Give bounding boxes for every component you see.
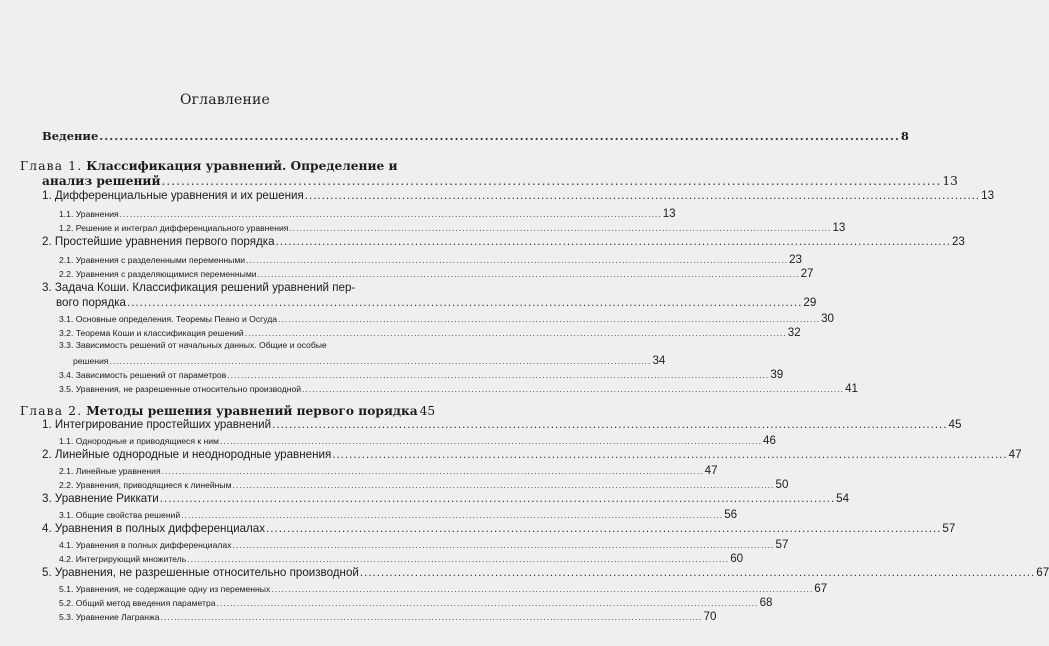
dot-leader: ................................................................................................................................................................ bbox=[227, 370, 770, 380]
toc-entry-page: 57 bbox=[942, 522, 956, 535]
toc-entry-label: Ведение bbox=[42, 129, 99, 143]
toc-entry-page: 70 bbox=[703, 610, 717, 623]
toc-entry-page: 13 bbox=[981, 189, 995, 202]
toc-subsection-2-3-1[interactable] bbox=[59, 508, 738, 521]
toc-chapter-2[interactable] bbox=[20, 404, 436, 418]
toc-subsection-1-1-2[interactable] bbox=[59, 221, 846, 234]
toc-section-2-1[interactable] bbox=[42, 418, 962, 431]
toc-section-1-2[interactable] bbox=[42, 235, 965, 248]
toc-entry-label: 5. Уравнения, не разрешенные относительно производной bbox=[42, 566, 359, 579]
toc-entry-intro[interactable] bbox=[42, 129, 909, 143]
toc-section-2-5[interactable] bbox=[42, 566, 1049, 579]
dot-leader: ................................................................................................................................................................ bbox=[232, 540, 775, 550]
toc-section-2-2[interactable] bbox=[42, 448, 1022, 461]
toc-entry-page: 60 bbox=[730, 552, 744, 565]
toc-subsection-1-2-1[interactable] bbox=[59, 253, 802, 266]
dot-leader: ................................................................................................................................................................ bbox=[271, 584, 814, 594]
toc-subsection-2-5-1[interactable] bbox=[59, 582, 828, 595]
toc-entry-page: 56 bbox=[724, 508, 738, 521]
dot-leader: ................................................................................................................................................................ bbox=[302, 384, 845, 394]
toc-entry-page: 47 bbox=[704, 464, 718, 477]
dot-leader: ................................................................................................................................................................ bbox=[257, 269, 800, 279]
toc-subsection-1-3-4[interactable] bbox=[59, 368, 784, 381]
toc-entry-page: 47 bbox=[1008, 448, 1022, 461]
toc-entry-label: 2.2. Уравнения с разделяющимися переменными bbox=[59, 269, 257, 279]
toc-entry-label: 3. Уравнение Риккати bbox=[42, 492, 159, 505]
toc-entry-label: 3.1. Основные определения. Теоремы Пеано и Осгуда bbox=[59, 314, 278, 324]
dot-leader: ................................................................................................................................................................ bbox=[99, 129, 900, 143]
toc-entry-page: 68 bbox=[759, 596, 773, 609]
toc-entry-label: Методы решения уравнений первого порядка bbox=[86, 404, 418, 418]
toc-entry-label: 5.1. Уравнения, не содержащие одну из переменных bbox=[59, 584, 271, 594]
page-title: Оглавление bbox=[179, 92, 271, 108]
toc-entry-label: 3.5. Уравнения, не разрешенные относительно производной bbox=[59, 384, 302, 394]
toc-entry-label: 2.1. Линейные уравнения bbox=[59, 466, 161, 476]
toc-entry-label: 2. Линейные однородные и неоднородные уравнения bbox=[42, 448, 332, 461]
toc-entry-label: 5.3. Уравнение Лагранжа bbox=[59, 612, 160, 622]
dot-leader: ................................................................................................................................................................ bbox=[187, 554, 730, 564]
toc-entry-page: 13 bbox=[662, 207, 676, 220]
toc-section-1-3-title[interactable] bbox=[42, 282, 355, 294]
toc-entry-page: 50 bbox=[775, 478, 789, 491]
dot-leader: ................................................................................................................................................................ bbox=[275, 235, 951, 248]
toc-section-2-4[interactable] bbox=[42, 522, 956, 535]
chapter-prefix: Глава 1. bbox=[20, 159, 83, 173]
toc-entry-label: 4.2. Интегрирующий множитель bbox=[59, 554, 187, 564]
toc-entry-label: 5.2. Общий метод введения параметра bbox=[59, 598, 216, 608]
toc-entry-label: 3. Задача Коши. Классификация решений уравнений пер- bbox=[42, 281, 356, 294]
dot-leader: ................................................................................................................................................................ bbox=[332, 448, 1008, 461]
dot-leader: ................................................................................................................................................................ bbox=[219, 436, 763, 446]
toc-subsection-1-3-2[interactable] bbox=[59, 326, 801, 339]
toc-section-2-3[interactable] bbox=[42, 492, 850, 505]
dot-leader: ................................................................................................................................................................ bbox=[161, 174, 942, 188]
dot-leader: ................................................................................................................................................................ bbox=[119, 209, 662, 219]
toc-entry-label: 4.1. Уравнения в полных дифференциалах bbox=[59, 540, 232, 550]
toc-entry-page: 57 bbox=[775, 538, 789, 551]
dot-leader: ................................................................................................................................................................ bbox=[266, 522, 942, 535]
toc-subsection-1-2-2[interactable] bbox=[59, 267, 814, 280]
dot-leader: ................................................................................................................................................................ bbox=[232, 480, 775, 490]
dot-leader: ................................................................................................................................................................ bbox=[359, 566, 1036, 579]
toc-subsection-1-1-1[interactable] bbox=[59, 207, 676, 220]
toc-entry-page: 32 bbox=[787, 326, 801, 339]
dot-leader: ................................................................................................................................................................ bbox=[160, 612, 703, 622]
dot-leader: ................................................................................................................................................................ bbox=[109, 356, 652, 366]
toc-entry-label-cont: анализ решений bbox=[42, 174, 161, 188]
toc-entry-page: 23 bbox=[951, 235, 965, 248]
toc-entry-label-cont: решения bbox=[73, 356, 109, 366]
toc-section-1-1[interactable] bbox=[42, 189, 995, 202]
toc-entry-label: 3.3. Зависимость решений от начальных данных. Общие и особые bbox=[59, 340, 327, 350]
toc-entry-label: 2.1. Уравнения с разделенными переменными bbox=[59, 255, 246, 265]
toc-entry-page: 23 bbox=[789, 253, 802, 266]
toc-entry-label: Классификация уравнений. Определение и bbox=[86, 159, 398, 173]
chapter-prefix: Глава 2. bbox=[20, 404, 83, 418]
toc-subsection-2-4-2[interactable] bbox=[59, 552, 744, 565]
dot-leader: ................................................................................................................................................................ bbox=[181, 510, 724, 520]
toc-entry-page: 27 bbox=[800, 267, 814, 280]
toc-entry-page: 54 bbox=[836, 492, 850, 505]
toc-entry-label: 2. Простейшие уравнения первого порядка bbox=[42, 235, 275, 248]
toc-subsection-1-3-3-title[interactable] bbox=[59, 341, 327, 350]
toc-entry-label: 1.2. Решение и интеграл дифференциального уравнения bbox=[59, 223, 289, 233]
dot-leader: ................................................................................................................................................................ bbox=[216, 598, 759, 608]
toc-section-1-3[interactable] bbox=[56, 296, 817, 309]
toc-entry-label: 3.4. Зависимость решений от параметров bbox=[59, 370, 227, 380]
toc-subsection-2-4-1[interactable] bbox=[59, 538, 789, 551]
toc-subsection-2-2-1[interactable] bbox=[59, 464, 718, 477]
dot-leader: ................................................................................................................................................................ bbox=[278, 314, 821, 324]
toc-chapter-1-title[interactable] bbox=[20, 160, 398, 172]
toc-entry-label-cont: вого порядка bbox=[56, 296, 126, 309]
toc-entry-label: 1. Дифференциальные уравнения и их решения bbox=[42, 189, 304, 202]
toc-entry-page: 8 bbox=[900, 129, 909, 143]
dot-leader: ................................................................................................................................................................ bbox=[126, 296, 803, 309]
toc-entry-page: 46 bbox=[763, 434, 776, 447]
toc-chapter-1[interactable] bbox=[42, 174, 958, 188]
dot-leader: ................................................................................................................................................................ bbox=[272, 418, 948, 431]
toc-subsection-1-3-1[interactable] bbox=[59, 312, 835, 325]
toc-entry-label: 3.1. Общие свойства решений bbox=[59, 510, 181, 520]
toc-entry-page: 29 bbox=[803, 296, 817, 309]
toc-entry-label: 4. Уравнения в полных дифференциалах bbox=[42, 522, 266, 535]
toc-entry-label: 1.1. Однородные и приводящиеся к ним bbox=[59, 436, 219, 446]
toc-subsection-2-2-2[interactable] bbox=[59, 478, 789, 491]
toc-subsection-1-3-3[interactable] bbox=[73, 354, 666, 367]
toc-entry-label: 1.1. Уравнения bbox=[59, 209, 119, 219]
toc-subsection-2-5-2[interactable] bbox=[59, 596, 773, 609]
toc-entry-label: 1. Интегрирование простейших уравнений bbox=[42, 418, 272, 431]
toc-entry-page: 67 bbox=[1036, 566, 1049, 579]
toc-entry-page: 45 bbox=[419, 404, 436, 418]
toc-entry-page: 45 bbox=[948, 418, 962, 431]
toc-entry-label: 3.2. Теорема Коши и классификация решений bbox=[59, 328, 244, 338]
toc-entry-page: 67 bbox=[814, 582, 828, 595]
toc-subsection-1-3-5[interactable] bbox=[59, 382, 858, 395]
toc-entry-page: 13 bbox=[942, 174, 958, 188]
dot-leader: ................................................................................................................................................................ bbox=[289, 223, 832, 233]
toc-entry-page: 13 bbox=[832, 221, 846, 234]
toc-entry-page: 30 bbox=[821, 312, 835, 325]
toc-entry-label: 2.2. Уравнения, приводящиеся к линейным bbox=[59, 480, 232, 490]
toc-entry-page: 41 bbox=[845, 382, 858, 395]
dot-leader: ................................................................................................................................................................ bbox=[161, 466, 704, 476]
dot-leader: ................................................................................................................................................................ bbox=[246, 255, 789, 265]
dot-leader: ................................................................................................................................................................ bbox=[304, 189, 981, 202]
toc-subsection-2-1-1[interactable] bbox=[59, 434, 776, 447]
dot-leader: ................................................................................................................................................................ bbox=[244, 328, 787, 338]
toc-subsection-2-5-3[interactable] bbox=[59, 610, 717, 623]
dot-leader: ................................................................................................................................................................ bbox=[159, 492, 836, 505]
toc-entry-page: 39 bbox=[770, 368, 784, 381]
toc-entry-page: 34 bbox=[652, 354, 666, 367]
